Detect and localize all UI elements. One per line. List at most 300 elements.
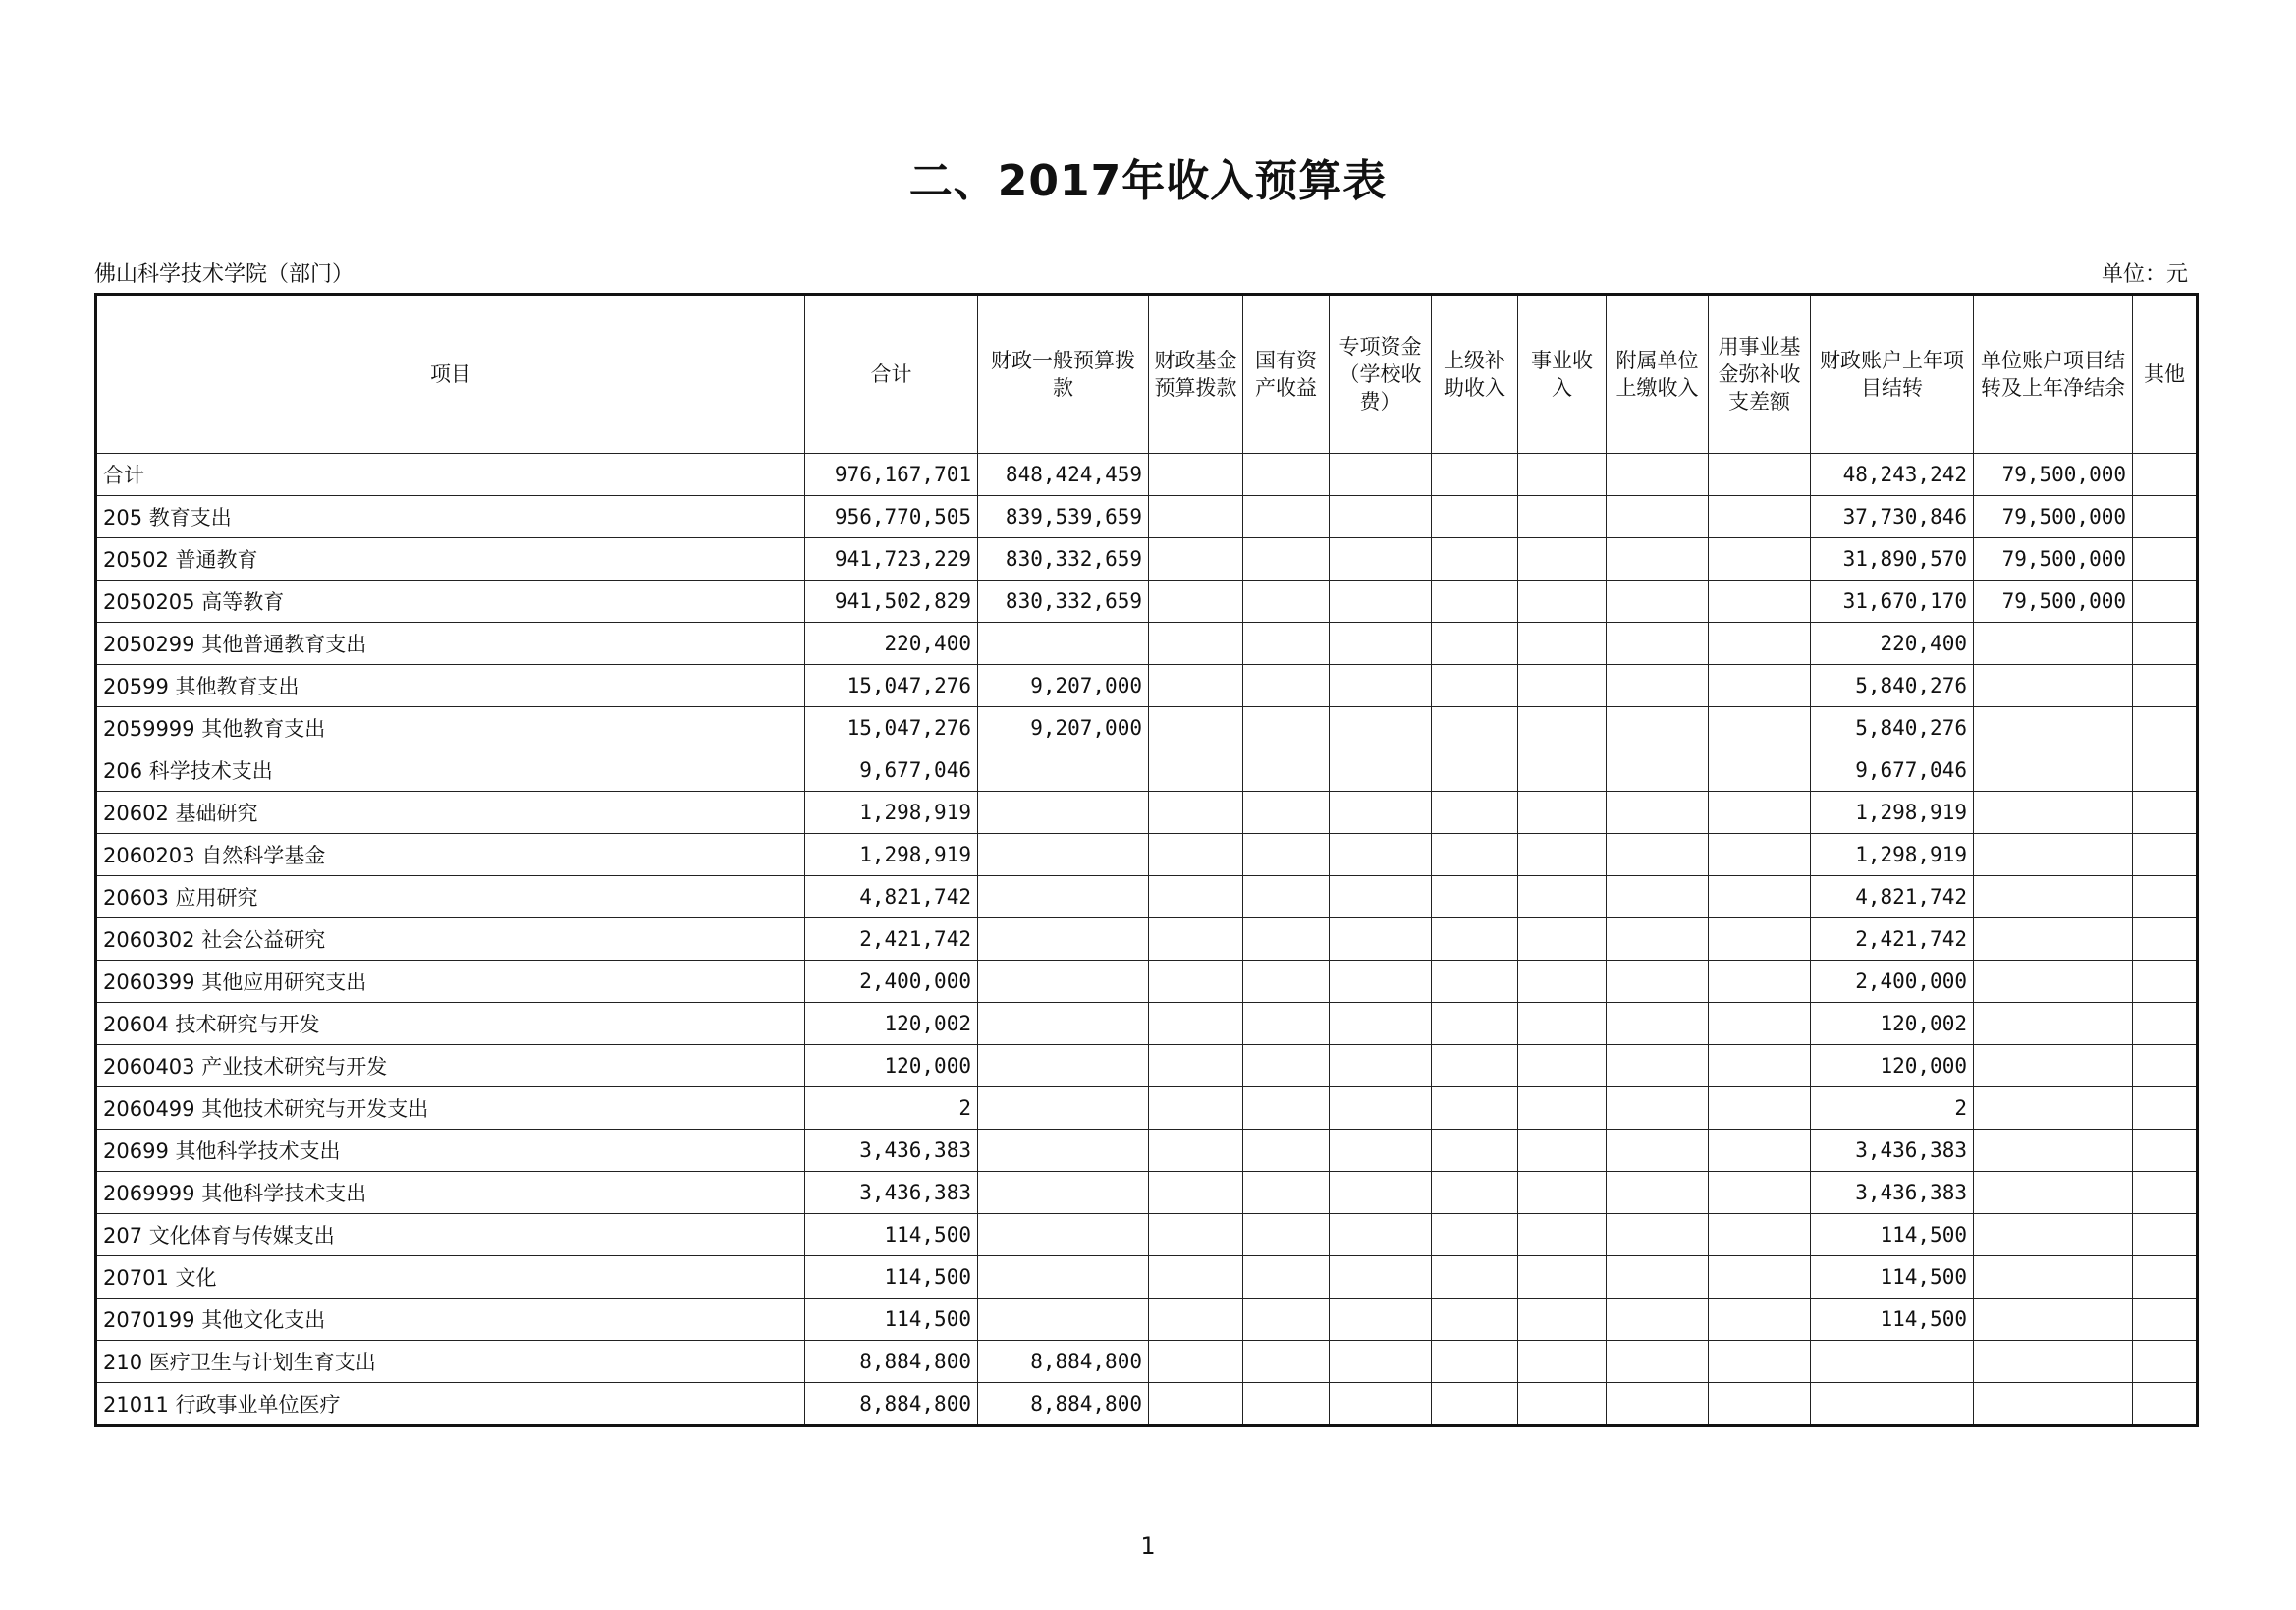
row-cell	[1518, 1299, 1607, 1341]
row-cell: 2,400,000	[805, 961, 978, 1003]
row-cell	[1709, 918, 1811, 961]
table-row	[96, 834, 2198, 876]
row-item-label: 20603 应用研究	[96, 876, 805, 918]
row-cell	[1518, 918, 1607, 961]
row-item-label: 205 教育支出	[96, 496, 805, 538]
page-title: 二、2017年收入预算表	[908, 156, 1388, 206]
row-cell	[978, 1299, 1149, 1341]
row-cell: 220,400	[805, 623, 978, 665]
row-item-label: 20602 基础研究	[96, 792, 805, 834]
row-cell	[1432, 918, 1518, 961]
row-item-label: 20599 其他教育支出	[96, 665, 805, 707]
row-cell	[1149, 538, 1243, 581]
row-cell: 31,890,570	[1811, 538, 1974, 581]
row-cell	[1709, 538, 1811, 581]
row-cell	[1974, 665, 2133, 707]
row-cell	[1709, 1130, 1811, 1172]
row-cell	[1330, 876, 1432, 918]
row-cell: 2,421,742	[805, 918, 978, 961]
row-cell	[1243, 961, 1330, 1003]
row-cell	[1974, 1383, 2133, 1426]
row-cell	[978, 623, 1149, 665]
row-cell	[978, 1172, 1149, 1214]
table-row	[96, 1045, 2198, 1087]
row-cell: 79,500,000	[1974, 496, 2133, 538]
row-cell: 941,502,829	[805, 581, 978, 623]
row-cell	[2133, 1130, 2198, 1172]
row-cell	[1149, 1172, 1243, 1214]
row-cell	[1518, 834, 1607, 876]
row-cell	[1974, 707, 2133, 749]
row-cell	[1607, 918, 1709, 961]
row-cell	[1432, 707, 1518, 749]
row-cell	[2133, 918, 2198, 961]
row-cell	[2133, 749, 2198, 792]
row-cell	[1518, 623, 1607, 665]
row-cell	[1709, 623, 1811, 665]
row-cell	[1330, 496, 1432, 538]
row-cell	[2133, 1172, 2198, 1214]
row-cell	[1709, 1214, 1811, 1256]
row-cell: 9,677,046	[1811, 749, 1974, 792]
row-cell	[1149, 918, 1243, 961]
header-general-budget: 财政一般预算拨款	[978, 295, 1149, 454]
row-cell	[1709, 876, 1811, 918]
row-cell	[2133, 1299, 2198, 1341]
row-cell	[1709, 1383, 1811, 1426]
row-cell	[1149, 1299, 1243, 1341]
row-cell: 8,884,800	[978, 1383, 1149, 1426]
row-cell	[1243, 707, 1330, 749]
row-cell: 3,436,383	[1811, 1172, 1974, 1214]
row-cell: 830,332,659	[978, 581, 1149, 623]
row-cell	[1243, 454, 1330, 496]
row-cell	[1432, 834, 1518, 876]
row-cell	[1149, 496, 1243, 538]
row-cell	[978, 792, 1149, 834]
row-cell	[1518, 1214, 1607, 1256]
header-special-fund: 专项资金（学校收费）	[1330, 295, 1432, 454]
row-cell	[1974, 1341, 2133, 1383]
row-cell	[1330, 1172, 1432, 1214]
row-cell	[1432, 1172, 1518, 1214]
row-cell: 2,421,742	[1811, 918, 1974, 961]
row-item-label: 2050299 其他普通教育支出	[96, 623, 805, 665]
row-cell: 114,500	[805, 1256, 978, 1299]
header-other: 其他	[2133, 295, 2198, 454]
row-cell	[1709, 749, 1811, 792]
row-cell	[1607, 454, 1709, 496]
row-cell: 15,047,276	[805, 665, 978, 707]
table-row	[96, 665, 2198, 707]
row-cell	[2133, 834, 2198, 876]
row-cell: 48,243,242	[1811, 454, 1974, 496]
row-cell	[1330, 749, 1432, 792]
table-row	[96, 496, 2198, 538]
row-cell	[1974, 876, 2133, 918]
row-cell	[1243, 1045, 1330, 1087]
table-row	[96, 1087, 2198, 1130]
row-cell: 2	[805, 1087, 978, 1130]
row-item-label: 210 医疗卫生与计划生育支出	[96, 1341, 805, 1383]
row-cell	[1432, 581, 1518, 623]
row-cell	[1709, 834, 1811, 876]
row-cell: 5,840,276	[1811, 665, 1974, 707]
row-cell	[1243, 876, 1330, 918]
row-cell	[1709, 454, 1811, 496]
row-cell: 114,500	[1811, 1299, 1974, 1341]
row-cell: 830,332,659	[978, 538, 1149, 581]
row-cell	[2133, 1045, 2198, 1087]
row-cell	[1330, 538, 1432, 581]
row-cell	[2133, 1087, 2198, 1130]
header-fund-budget: 财政基金预算拨款	[1149, 295, 1243, 454]
row-cell	[1149, 961, 1243, 1003]
table-row	[96, 581, 2198, 623]
table-row	[96, 538, 2198, 581]
table-row	[96, 1299, 2198, 1341]
row-cell	[2133, 1383, 2198, 1426]
row-cell	[1330, 834, 1432, 876]
row-cell: 114,500	[1811, 1256, 1974, 1299]
row-item-label: 2060302 社会公益研究	[96, 918, 805, 961]
row-cell: 3,436,383	[805, 1130, 978, 1172]
row-cell	[1974, 1256, 2133, 1299]
row-cell	[1330, 707, 1432, 749]
row-cell	[1432, 538, 1518, 581]
row-cell	[1330, 792, 1432, 834]
row-cell: 1,298,919	[805, 792, 978, 834]
row-cell	[1149, 792, 1243, 834]
row-cell	[978, 961, 1149, 1003]
row-cell	[1330, 581, 1432, 623]
row-cell	[1518, 1256, 1607, 1299]
row-cell	[1607, 1003, 1709, 1045]
row-cell	[1518, 1003, 1607, 1045]
row-cell: 956,770,505	[805, 496, 978, 538]
row-cell: 31,670,170	[1811, 581, 1974, 623]
row-cell	[1243, 792, 1330, 834]
row-cell	[1330, 1003, 1432, 1045]
row-cell	[1811, 1383, 1974, 1426]
row-cell	[1149, 1087, 1243, 1130]
row-cell	[1518, 749, 1607, 792]
row-cell	[1243, 1383, 1330, 1426]
row-cell: 2,400,000	[1811, 961, 1974, 1003]
table-body	[96, 454, 2198, 1426]
row-cell	[1518, 454, 1607, 496]
row-cell	[1709, 496, 1811, 538]
row-cell	[1149, 707, 1243, 749]
row-cell	[1607, 1087, 1709, 1130]
row-cell	[1243, 1341, 1330, 1383]
row-cell: 15,047,276	[805, 707, 978, 749]
row-cell	[1811, 1341, 1974, 1383]
row-cell	[1518, 707, 1607, 749]
row-cell	[2133, 623, 2198, 665]
row-cell: 4,821,742	[1811, 876, 1974, 918]
row-cell	[1149, 834, 1243, 876]
row-cell	[1149, 665, 1243, 707]
row-cell	[1607, 1383, 1709, 1426]
row-cell	[1974, 1214, 2133, 1256]
row-cell	[1607, 1341, 1709, 1383]
row-cell	[1149, 1383, 1243, 1426]
row-cell	[1432, 792, 1518, 834]
row-cell	[1518, 1130, 1607, 1172]
row-cell	[1330, 1045, 1432, 1087]
row-cell: 120,002	[1811, 1003, 1974, 1045]
row-cell	[1607, 1256, 1709, 1299]
header-business-income: 事业收入	[1518, 295, 1607, 454]
row-cell	[978, 834, 1149, 876]
row-cell	[1243, 749, 1330, 792]
row-cell	[978, 1087, 1149, 1130]
row-cell: 9,207,000	[978, 665, 1149, 707]
table-row	[96, 1341, 2198, 1383]
row-cell: 5,840,276	[1811, 707, 1974, 749]
row-cell	[1432, 961, 1518, 1003]
row-cell	[1149, 749, 1243, 792]
row-cell	[2133, 581, 2198, 623]
row-item-label: 2060403 产业技术研究与开发	[96, 1045, 805, 1087]
row-cell: 37,730,846	[1811, 496, 1974, 538]
row-cell	[1607, 1130, 1709, 1172]
header-item: 项目	[96, 295, 805, 454]
row-item-label: 207 文化体育与传媒支出	[96, 1214, 805, 1256]
row-cell	[1432, 1383, 1518, 1426]
row-cell	[1149, 581, 1243, 623]
row-cell	[1974, 1087, 2133, 1130]
row-cell	[1974, 1299, 2133, 1341]
row-cell	[1432, 1045, 1518, 1087]
row-cell	[1432, 1003, 1518, 1045]
row-cell	[1518, 581, 1607, 623]
row-cell	[1432, 1214, 1518, 1256]
row-cell	[978, 1214, 1149, 1256]
row-cell: 9,207,000	[978, 707, 1149, 749]
row-cell	[978, 1003, 1149, 1045]
row-cell: 941,723,229	[805, 538, 978, 581]
row-cell	[2133, 1256, 2198, 1299]
table-row	[96, 749, 2198, 792]
row-item-label: 20502 普通教育	[96, 538, 805, 581]
row-cell	[1709, 707, 1811, 749]
row-cell	[1974, 749, 2133, 792]
row-cell: 114,500	[805, 1214, 978, 1256]
row-cell: 8,884,800	[978, 1341, 1149, 1383]
row-cell	[1432, 1256, 1518, 1299]
row-cell	[1709, 1299, 1811, 1341]
row-cell	[1243, 623, 1330, 665]
row-cell	[1330, 665, 1432, 707]
row-cell	[1149, 454, 1243, 496]
row-cell	[1149, 876, 1243, 918]
row-cell	[1607, 496, 1709, 538]
row-cell	[1149, 1130, 1243, 1172]
row-cell	[1243, 1003, 1330, 1045]
row-cell	[1607, 707, 1709, 749]
row-cell	[1518, 1341, 1607, 1383]
row-cell: 4,821,742	[805, 876, 978, 918]
row-cell	[1330, 1087, 1432, 1130]
row-cell	[1709, 665, 1811, 707]
row-cell	[1243, 665, 1330, 707]
row-cell	[1607, 581, 1709, 623]
row-cell	[1243, 918, 1330, 961]
row-cell	[1330, 961, 1432, 1003]
row-cell	[978, 1045, 1149, 1087]
row-cell	[1330, 454, 1432, 496]
header-state-asset-income: 国有资产收益	[1243, 295, 1330, 454]
row-cell: 1,298,919	[1811, 834, 1974, 876]
row-cell	[1149, 1214, 1243, 1256]
row-cell	[1149, 623, 1243, 665]
row-item-label: 20701 文化	[96, 1256, 805, 1299]
row-cell	[1607, 961, 1709, 1003]
row-cell	[1432, 876, 1518, 918]
table-row	[96, 918, 2198, 961]
row-cell	[1709, 1341, 1811, 1383]
row-cell: 114,500	[1811, 1214, 1974, 1256]
row-cell: 120,000	[805, 1045, 978, 1087]
row-cell	[1607, 834, 1709, 876]
row-cell	[1709, 1087, 1811, 1130]
row-cell	[1709, 581, 1811, 623]
row-cell: 8,884,800	[805, 1383, 978, 1426]
row-cell	[1974, 918, 2133, 961]
table-row	[96, 1003, 2198, 1045]
row-cell	[1518, 1172, 1607, 1214]
row-cell	[1974, 834, 2133, 876]
row-cell	[1149, 1341, 1243, 1383]
row-cell	[1432, 496, 1518, 538]
row-cell	[1518, 876, 1607, 918]
row-cell	[2133, 707, 2198, 749]
row-cell: 79,500,000	[1974, 538, 2133, 581]
row-item-label: 合计	[96, 454, 805, 496]
row-item-label: 206 科学技术支出	[96, 749, 805, 792]
row-cell	[1330, 623, 1432, 665]
table-row	[96, 454, 2198, 496]
row-cell	[1149, 1003, 1243, 1045]
row-cell	[2133, 961, 2198, 1003]
header-unit-carryover: 单位账户项目结转及上年净结余	[1974, 295, 2133, 454]
table-row	[96, 707, 2198, 749]
row-cell	[1243, 581, 1330, 623]
row-cell	[2133, 538, 2198, 581]
row-cell: 839,539,659	[978, 496, 1149, 538]
table-row	[96, 623, 2198, 665]
row-cell: 1,298,919	[805, 834, 978, 876]
row-cell	[1974, 1045, 2133, 1087]
row-cell	[1607, 1299, 1709, 1341]
header-affiliated-income: 附属单位上缴收入	[1607, 295, 1709, 454]
row-cell: 79,500,000	[1974, 454, 2133, 496]
row-cell	[1330, 1256, 1432, 1299]
row-cell	[1149, 1045, 1243, 1087]
row-cell	[1432, 1130, 1518, 1172]
row-cell	[1709, 1003, 1811, 1045]
row-cell: 220,400	[1811, 623, 1974, 665]
row-cell	[1432, 1087, 1518, 1130]
row-cell: 120,000	[1811, 1045, 1974, 1087]
row-cell	[978, 918, 1149, 961]
header-superior-subsidy: 上级补助收入	[1432, 295, 1518, 454]
row-item-label: 2060399 其他应用研究支出	[96, 961, 805, 1003]
row-item-label: 2059999 其他教育支出	[96, 707, 805, 749]
row-cell	[1607, 1045, 1709, 1087]
organization-label: 佛山科学技术学院（部门）	[94, 262, 355, 287]
row-cell	[1432, 623, 1518, 665]
row-cell	[1518, 538, 1607, 581]
row-cell: 848,424,459	[978, 454, 1149, 496]
row-cell	[1518, 1087, 1607, 1130]
row-cell	[1607, 623, 1709, 665]
row-cell: 2	[1811, 1087, 1974, 1130]
row-cell	[978, 749, 1149, 792]
row-cell	[1709, 961, 1811, 1003]
row-item-label: 2070199 其他文化支出	[96, 1299, 805, 1341]
row-cell	[1432, 1299, 1518, 1341]
table-row	[96, 1130, 2198, 1172]
row-cell	[978, 876, 1149, 918]
row-cell	[2133, 454, 2198, 496]
row-cell	[1330, 918, 1432, 961]
row-cell	[1432, 1341, 1518, 1383]
row-cell	[1974, 792, 2133, 834]
row-cell	[1330, 1299, 1432, 1341]
row-cell	[1330, 1214, 1432, 1256]
row-cell: 8,884,800	[805, 1341, 978, 1383]
row-cell: 976,167,701	[805, 454, 978, 496]
table-header-row	[96, 295, 2198, 454]
row-cell	[1243, 1256, 1330, 1299]
row-cell	[1243, 1172, 1330, 1214]
row-cell: 3,436,383	[805, 1172, 978, 1214]
row-cell	[1607, 1214, 1709, 1256]
row-cell	[1607, 1172, 1709, 1214]
row-cell	[2133, 1214, 2198, 1256]
row-cell	[1432, 665, 1518, 707]
row-cell: 79,500,000	[1974, 581, 2133, 623]
row-item-label: 2060203 自然科学基金	[96, 834, 805, 876]
table-row	[96, 876, 2198, 918]
row-cell	[978, 1130, 1149, 1172]
row-cell	[1974, 961, 2133, 1003]
row-cell	[1518, 1383, 1607, 1426]
row-cell	[1974, 1172, 2133, 1214]
row-cell	[1432, 749, 1518, 792]
table-row	[96, 1214, 2198, 1256]
row-item-label: 2060499 其他技术研究与开发支出	[96, 1087, 805, 1130]
row-cell	[1243, 1130, 1330, 1172]
row-cell	[2133, 1341, 2198, 1383]
row-cell: 3,436,383	[1811, 1130, 1974, 1172]
row-cell: 120,002	[805, 1003, 978, 1045]
row-cell	[1518, 496, 1607, 538]
header-finance-carryover: 财政账户上年项目结转	[1811, 295, 1974, 454]
row-cell	[1432, 454, 1518, 496]
unit-label: 单位：元	[2101, 262, 2188, 287]
row-cell	[1607, 876, 1709, 918]
row-cell	[1243, 538, 1330, 581]
row-cell: 9,677,046	[805, 749, 978, 792]
row-cell	[1974, 1003, 2133, 1045]
row-cell	[1330, 1130, 1432, 1172]
header-total: 合计	[805, 295, 978, 454]
row-cell	[1149, 1256, 1243, 1299]
